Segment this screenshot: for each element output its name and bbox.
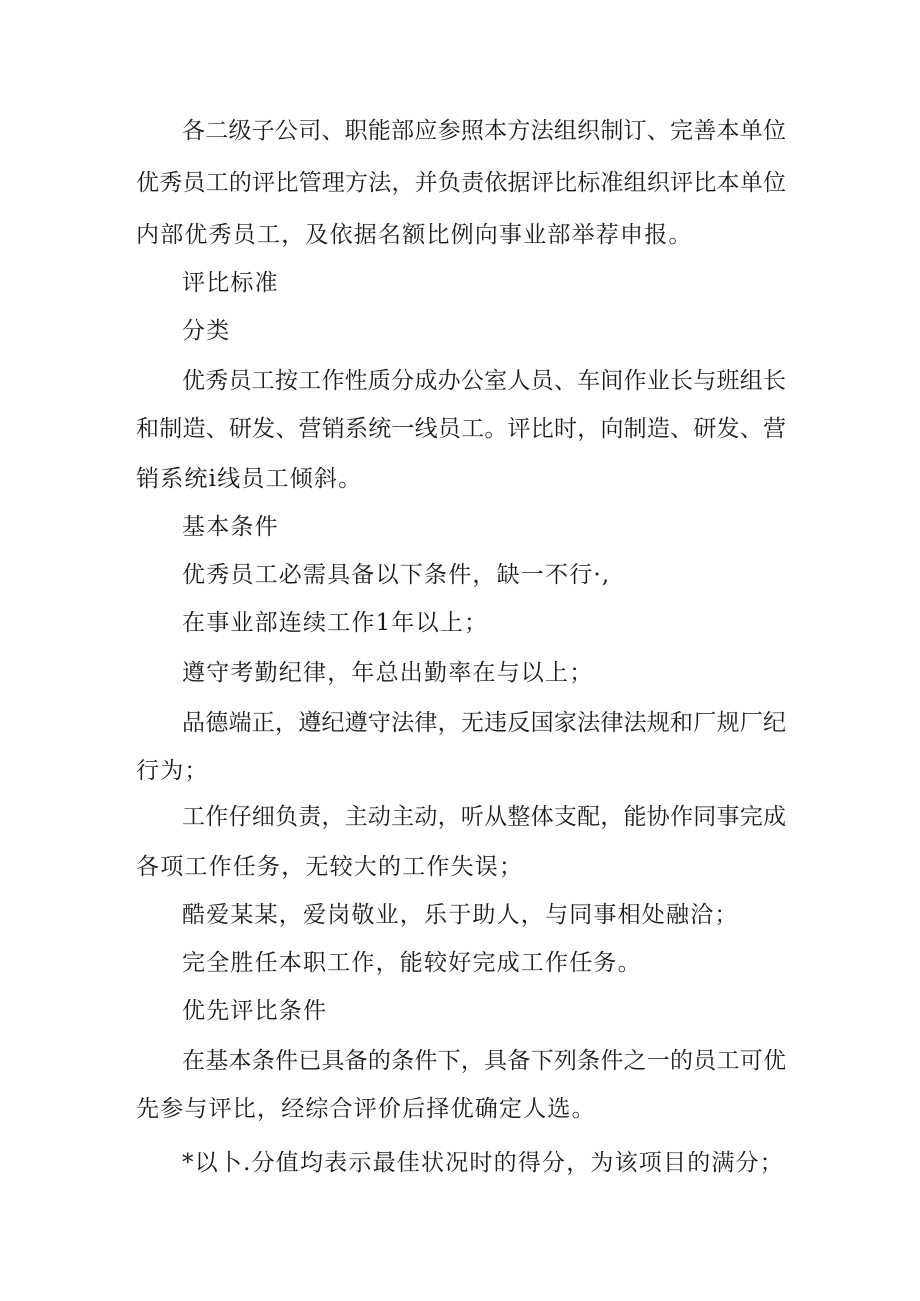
paragraph-line: 销系统i线员工倾斜。 bbox=[136, 466, 363, 492]
list-item: 品德端正，遵纪遵守法律，无违反国家法律法规和厂规厂纪 bbox=[182, 710, 786, 736]
list-item: 工作仔细负责，主动主动，听从整体支配，能协作同事完成 bbox=[182, 804, 786, 830]
paragraph-line: 优秀员工的评比管理方法，并负责依据评比标准组织评比本单位 bbox=[136, 170, 786, 196]
paragraph-line: 先参与评比，经综合评价后择优确定人选。 bbox=[136, 1096, 596, 1122]
paragraph-line: 内部优秀员工，及依据名额比例向事业部举荐申报。 bbox=[136, 222, 693, 248]
list-item-continuation: 各项工作任务，无较大的工作失误； bbox=[136, 854, 524, 880]
paragraph-line: 和制造、研发、营销系统一线员工。评比时，向制造、研发、营 bbox=[136, 416, 786, 442]
section-heading: 评比标准 bbox=[182, 270, 279, 296]
list-item: 在事业部连续工作1年以上； bbox=[182, 610, 489, 636]
note-line: *以卜.分值均表示最佳状况时的得分，为该项目的满分； bbox=[182, 1150, 785, 1176]
paragraph-line: 优秀员工按工作性质分成办公室人员、车间作业长与班组长 bbox=[182, 368, 786, 394]
paragraph-line: 优秀员工必需具备以下条件，缺一不行·, bbox=[182, 562, 611, 588]
list-item: 遵守考勤纪律，年总出勤率在与以上； bbox=[182, 660, 594, 686]
list-item: 酷爱某某，爱岗敬业，乐于助人，与同事相处融洽； bbox=[182, 902, 739, 928]
list-item-continuation: 行为； bbox=[136, 758, 209, 784]
subsection-heading: 优先评比条件 bbox=[182, 998, 328, 1024]
subsection-heading: 基本条件 bbox=[182, 514, 279, 540]
paragraph-line: 在基本条件已具备的条件下，具备下列条件之一的员工可优 bbox=[182, 1048, 786, 1074]
paragraph-line: 各二级子公司、职能部应参照本方法组织制订、完善本单位 bbox=[182, 118, 786, 144]
subsection-heading: 分类 bbox=[182, 318, 231, 344]
list-item: 完全胜任本职工作，能较好完成工作任务。 bbox=[182, 950, 642, 976]
